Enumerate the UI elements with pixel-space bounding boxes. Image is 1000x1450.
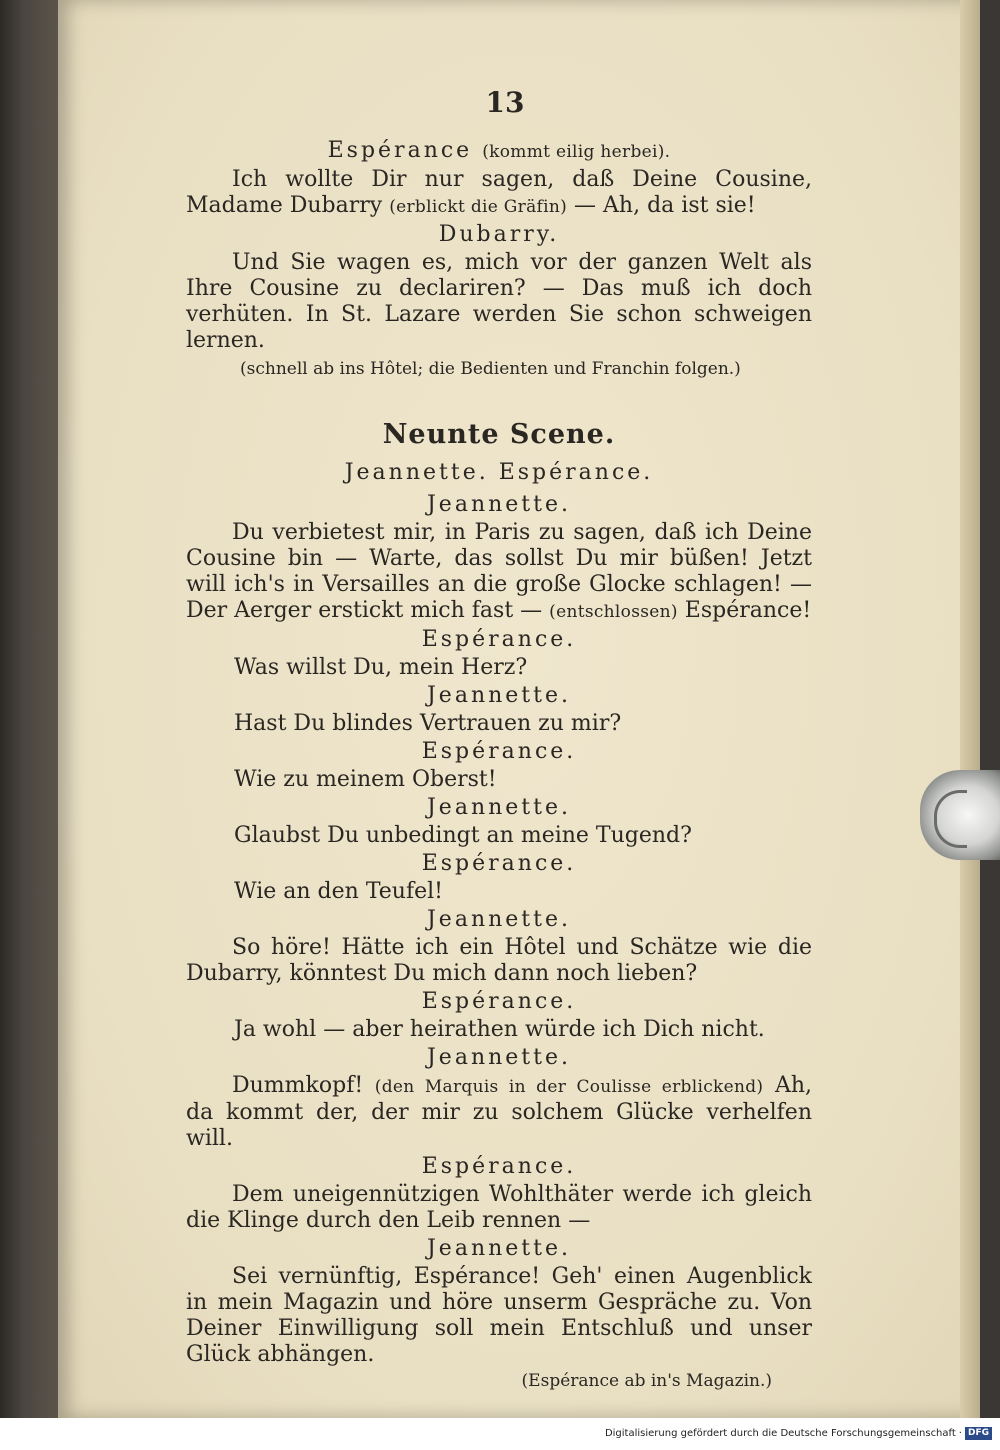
- speaker-heading: Espérance.: [421, 627, 577, 652]
- dialogue-line: Glaubst Du unbedingt an meine Tugend?: [234, 823, 692, 848]
- dfg-logo-icon: DFG: [965, 1427, 992, 1440]
- viewer-footer-bar: [0, 1418, 1000, 1450]
- dialogue-line: Ja wohl — aber heirathen würde ich Dich nicht.: [234, 1017, 765, 1042]
- dialogue-text: Dummkopf!: [232, 1073, 375, 1098]
- dialogue-text: Espérance!: [677, 598, 812, 623]
- dialogue-text: Ich wollte Dir nur sagen, daß Deine Cousine, Madame Dubarry: [186, 167, 812, 218]
- dialogue-paragraph: So höre! Hätte ich ein Hôtel und Schätze wie die Dubarry, könntest Du mich dann noch lieben?: [186, 935, 812, 986]
- stage-direction-exit: (Espérance ab in's Magazin.): [521, 1371, 772, 1391]
- speaker-heading: Jeannette.: [426, 1045, 571, 1070]
- speaker-heading: Jeannette.: [426, 907, 571, 932]
- speaker-heading: Jeannette.: [426, 795, 571, 820]
- dialogue-text: Ah, da kommt der, der mir zu solchem Glücke verhelfen will.: [186, 1073, 812, 1151]
- scene-title: Neunte Scene.: [382, 419, 616, 450]
- funding-notice: [605, 1427, 992, 1440]
- stage-direction: (entschlossen): [549, 602, 678, 622]
- page-content: [186, 86, 812, 1394]
- footer-separator: ·: [958, 1428, 962, 1439]
- stage-direction: (den Marquis in der Coulisse erblickend): [374, 1077, 764, 1097]
- speaker-heading: Jeannette.: [426, 1236, 571, 1261]
- dialogue-line: Hast Du blindes Vertrauen zu mir?: [234, 711, 622, 736]
- speaker-heading: [186, 138, 812, 165]
- dialogue-paragraph: Dem uneigennützigen Wohlthäter werde ich gleich die Klinge durch den Leib rennen —: [186, 1182, 812, 1233]
- speaker-heading: Espérance.: [421, 851, 577, 876]
- speaker-name: Espérance: [327, 138, 473, 163]
- dialogue-paragraph: Und Sie wagen es, mich vor der ganzen Welt als Ihre Cousine zu declariren? — Das muß ich doch verhüten. In St. Lazare werden Sie schon schweigen lernen.: [186, 250, 812, 353]
- dialogue-paragraph: [186, 520, 812, 625]
- dialogue-paragraph: [186, 1073, 812, 1152]
- dialogue-line: Wie an den Teufel!: [234, 879, 444, 904]
- speaker-heading: Dubarry.: [438, 222, 560, 247]
- stage-direction: (kommt eilig herbei).: [482, 142, 671, 162]
- dialogue-paragraph: Sei vernünftig, Espérance! Geh' einen Augenblick in mein Magazin und höre unserm Gespräche zu. Von Deiner Einwilligung soll mein Entschluß und unser Glück abhängen.: [186, 1264, 812, 1367]
- speaker-heading: Espérance.: [421, 1154, 577, 1179]
- speaker-heading: Espérance.: [421, 989, 577, 1014]
- dialogue-text: — Ah, da ist sie!: [567, 193, 756, 218]
- page-number: 13: [485, 86, 525, 119]
- scene-cast: Jeannette. Espérance.: [344, 460, 654, 485]
- speaker-heading: Espérance.: [421, 739, 577, 764]
- speaker-heading: Jeannette.: [426, 683, 571, 708]
- dialogue-text: Du verbietest mir, in Paris zu sagen, daß ich Deine Cousine bin — Warte, das sollst Du mir büßen! Jetzt will ich's in Versailles an die große Glocke schlagen! — Der Aerger erstickt mich fast —: [186, 520, 812, 623]
- dialogue-line: Wie zu meinem Oberst!: [234, 767, 497, 792]
- stage-direction: (erblickt die Gräfin): [389, 197, 568, 217]
- dialogue-paragraph: [186, 167, 812, 220]
- funding-text: Digitalisierung gefördert durch die Deutsche Forschungsgemeinschaft: [604, 1428, 956, 1439]
- book-binding-edge: [0, 0, 60, 1450]
- dialogue-line: Was willst Du, mein Herz?: [234, 655, 528, 680]
- stage-direction: (schnell ab ins Hôtel; die Bedienten und Franchin folgen.): [240, 359, 741, 379]
- speaker-heading: Jeannette.: [426, 492, 571, 517]
- page-edge: [960, 0, 980, 1418]
